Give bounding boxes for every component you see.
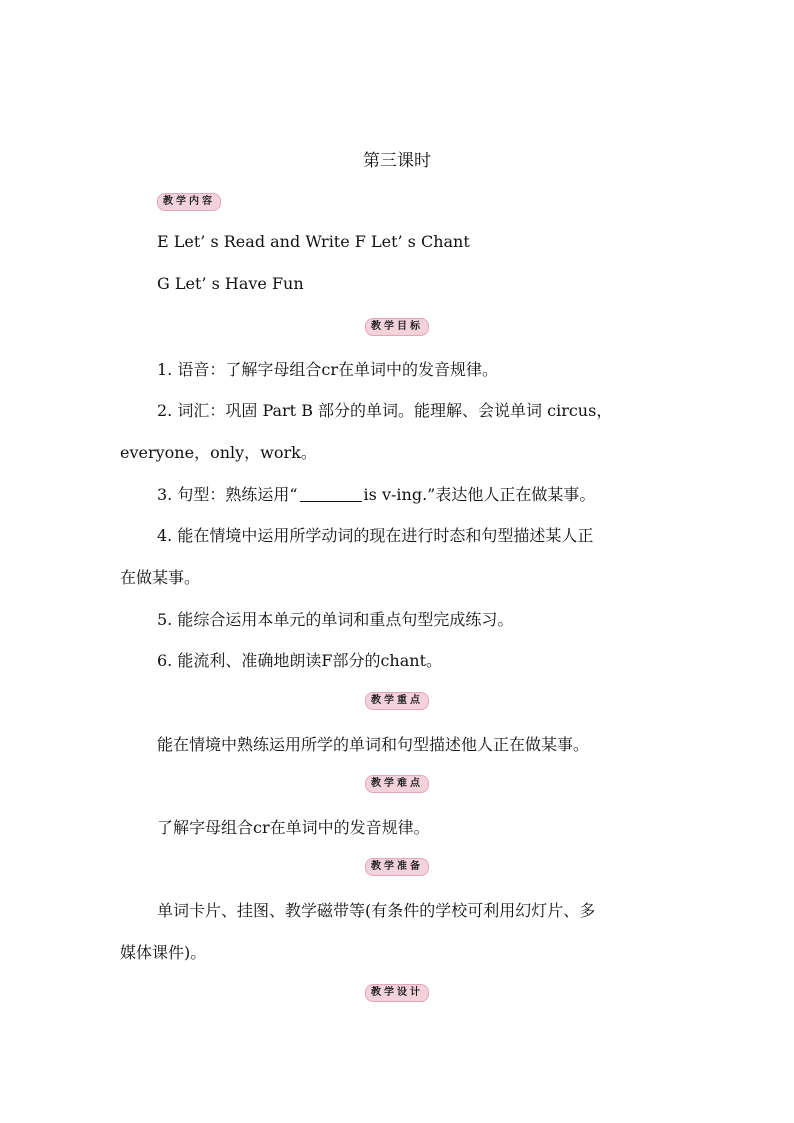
objective-3-prefix: 3. 句型：熟练运用“	[157, 485, 298, 504]
key-points-text: 能在情境中熟练运用所学的单词和句型描述他人正在做某事。	[157, 735, 590, 754]
objective-6: 6. 能流利、准确地朗读F部分的chant。	[157, 651, 442, 670]
section-badge-objectives: 教学目标	[365, 318, 429, 336]
objective-3-suffix: is v-ing.”表达他人正在做某事。	[363, 485, 596, 504]
section-badge-content: 教学内容	[157, 193, 221, 211]
objective-4-line-2: 在做某事。	[120, 568, 201, 587]
objective-4-line-1: 4. 能在情境中运用所学动词的现在进行时态和句型描述某人正	[157, 526, 594, 545]
preparation-line-2: 媒体课件)。	[120, 943, 207, 962]
objective-3	[157, 482, 595, 505]
section-badge-key-points: 教学重点	[365, 692, 429, 710]
section-badge-design: 教学设计	[365, 984, 429, 1002]
objective-1: 1. 语音：了解字母组合cr在单词中的发音规律。	[157, 360, 498, 379]
preparation-line-1: 单词卡片、挂图、教学磁带等(有条件的学校可利用幻灯片、多	[157, 901, 596, 920]
section-badge-preparation: 教学准备	[365, 858, 429, 876]
content-line-1: E Let’ s Read and Write F Let’ s Chant	[157, 232, 470, 251]
objective-2-line-2: everyone，only，work。	[120, 443, 317, 462]
fill-in-blank	[300, 501, 362, 502]
objective-5: 5. 能综合运用本单元的单词和重点句型完成练习。	[157, 610, 514, 629]
page-title: 第三课时	[363, 151, 431, 171]
section-badge-difficulties: 教学难点	[365, 775, 429, 793]
objective-2-line-1: 2. 词汇：巩固 Part B 部分的单词。能理解、会说单词 circus，	[157, 401, 613, 420]
content-line-2: G Let’ s Have Fun	[157, 274, 304, 293]
difficulties-text: 了解字母组合cr在单词中的发音规律。	[157, 818, 430, 837]
